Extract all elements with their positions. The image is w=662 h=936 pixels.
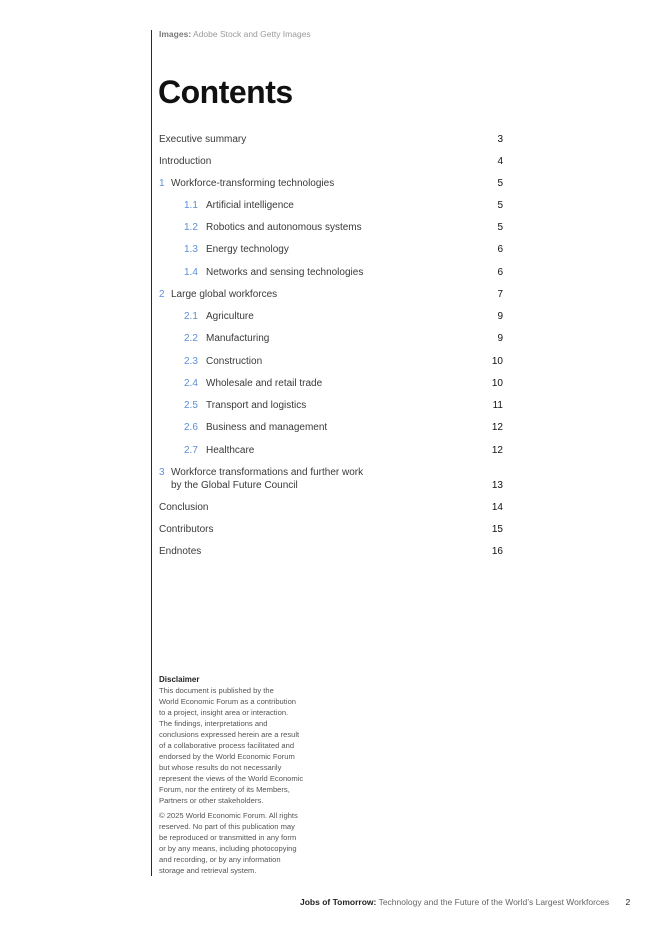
toc-entry-label-continued: by the Global Future Council — [171, 480, 298, 491]
disclaimer-paragraph-2 — [159, 810, 319, 876]
toc-entry-number: 3 — [159, 467, 165, 478]
toc-entry-number: 1.2 — [184, 222, 198, 233]
copyright-line: or by any means, including photocopying — [159, 844, 297, 853]
toc-entry-section-1-4[interactable] — [184, 266, 503, 279]
toc-entry-number: 2.4 — [184, 378, 198, 389]
toc-entry-label: Healthcare — [206, 445, 255, 456]
toc-entry-page: 16 — [491, 546, 503, 557]
footer-report-title: Technology and the Future of the World’s Largest Workforces — [378, 897, 610, 907]
toc-entry-section-2-7[interactable] — [184, 444, 503, 457]
toc-entry-label: Contributors — [159, 524, 214, 535]
disclaimer-line: conclusions expressed herein are a result — [159, 730, 300, 739]
toc-entry-label: Robotics and autonomous systems — [206, 222, 362, 233]
disclaimer-line: to a project, insight area or interaction. — [159, 708, 289, 717]
copyright-line: reserved. No part of this publication may — [159, 822, 295, 831]
toc-entry-label: Business and management — [206, 422, 328, 433]
toc-entry-number: 2.2 — [184, 333, 198, 344]
toc-entry-number: 2.6 — [184, 422, 198, 433]
toc-entry-label: Transport and logistics — [206, 400, 307, 411]
copyright-line: © 2025 World Economic Forum. All rights — [159, 811, 298, 820]
toc-entry-section-2-2[interactable] — [184, 332, 503, 345]
toc-entry-number: 1.1 — [184, 200, 198, 211]
disclaimer-title: Disclaimer — [159, 675, 200, 684]
disclaimer-line: The findings, interpretations and — [159, 719, 268, 728]
image-credits — [159, 29, 311, 39]
toc-entry-page: 12 — [491, 422, 503, 433]
disclaimer-paragraph-1 — [159, 685, 319, 806]
toc-entry-label: Energy technology — [206, 244, 289, 255]
toc-entry-section-1-3[interactable] — [184, 243, 503, 256]
disclaimer — [159, 674, 319, 876]
toc-entry-number: 1 — [159, 178, 165, 189]
toc-entry-label: Wholesale and retail trade — [206, 378, 323, 389]
toc-entry-page: 11 — [492, 400, 503, 411]
toc-entry-executive-summary[interactable] — [159, 133, 503, 146]
toc-entry-page: 9 — [497, 333, 503, 344]
toc-entry-introduction[interactable] — [159, 155, 503, 168]
image-credits-text: Adobe Stock and Getty Images — [193, 29, 311, 39]
toc-entry-page: 14 — [491, 502, 503, 513]
toc-entry-label: Conclusion — [159, 502, 209, 513]
toc-entry-page: 6 — [497, 244, 503, 255]
toc-entry-page: 10 — [491, 378, 503, 389]
toc-entry-label: Endnotes — [159, 546, 202, 557]
margin-rule — [151, 30, 152, 876]
image-credits-label: Images: — [159, 29, 192, 39]
disclaimer-line: World Economic Forum as a contribution — [159, 697, 297, 706]
toc-entry-label: Construction — [206, 356, 263, 367]
toc-entry-label: Introduction — [159, 156, 212, 167]
copyright-line: and recording, or by any information — [159, 855, 281, 864]
toc-entry-label: Large global workforces — [171, 289, 278, 300]
toc-entry-number: 2.5 — [184, 400, 198, 411]
toc-entry-conclusion[interactable] — [159, 501, 503, 514]
toc-entry-label: Networks and sensing technologies — [206, 267, 364, 278]
copyright-line: storage and retrieval system. — [159, 866, 257, 875]
toc-entry-section-2-3[interactable] — [184, 355, 503, 368]
toc-entry-number: 1.4 — [184, 267, 198, 278]
toc-entry-page: 5 — [497, 200, 503, 211]
toc-entry-number: 2.3 — [184, 356, 198, 367]
toc-entry-contributors[interactable] — [159, 523, 503, 536]
toc-entry-number: 2.1 — [184, 311, 198, 322]
toc-entry-section-1-1[interactable] — [184, 199, 503, 212]
toc-entry-section-1[interactable] — [159, 177, 503, 190]
page-title: Contents — [158, 74, 293, 110]
toc-entry-label: Manufacturing — [206, 333, 270, 344]
toc-entry-page: 3 — [497, 134, 503, 145]
toc-entry-section-2-1[interactable] — [184, 310, 503, 323]
toc-entry-section-2-5[interactable] — [184, 399, 503, 412]
toc-entry-number: 1.3 — [184, 244, 198, 255]
toc-entry-section-1-2[interactable] — [184, 221, 503, 234]
disclaimer-line: endorsed by the World Economic Forum — [159, 752, 295, 761]
toc-entry-label: Executive summary — [159, 134, 247, 145]
disclaimer-line: represent the views of the World Economic — [159, 774, 304, 783]
toc-entry-page: 15 — [491, 524, 503, 535]
toc-entry-page: 4 — [497, 156, 503, 167]
disclaimer-line: This document is published by the — [159, 686, 274, 695]
toc-entry-number: 2.7 — [184, 445, 198, 456]
toc-entry-section-2-6[interactable] — [184, 421, 503, 434]
page-number: 2 — [625, 897, 631, 907]
toc-entry-page: 5 — [497, 178, 503, 189]
page-footer — [300, 897, 631, 907]
toc-entry-page: 6 — [497, 267, 503, 278]
toc-entry-label: Agriculture — [206, 311, 254, 322]
disclaimer-line: Forum, nor the entirety of its Members, — [159, 785, 290, 794]
toc-entry-section-3[interactable] — [159, 466, 503, 492]
toc-entry-page: 10 — [491, 356, 503, 367]
toc-entry-page: 7 — [497, 289, 503, 300]
toc-entry-page: 13 — [491, 480, 503, 491]
toc-entry-page: 5 — [497, 222, 503, 233]
toc-entry-page: 9 — [497, 311, 503, 322]
footer-report-label: Jobs of Tomorrow: — [300, 897, 377, 907]
toc-entry-endnotes[interactable] — [159, 545, 503, 558]
toc-entry-label: Workforce transformations and further work — [171, 467, 364, 478]
toc-entry-section-2[interactable] — [159, 288, 503, 301]
disclaimer-line: of a collaborative process facilitated and — [159, 741, 295, 750]
disclaimer-line: Partners or other stakeholders. — [159, 796, 264, 805]
copyright-line: be reproduced or transmitted in any form — [159, 833, 297, 842]
toc-entry-number: 2 — [159, 289, 165, 300]
disclaimer-line: but whose results do not necessarily — [159, 763, 282, 772]
toc-entry-label: Workforce-transforming technologies — [171, 178, 335, 189]
toc-entry-page: 12 — [491, 445, 503, 456]
toc-entry-section-2-4[interactable] — [184, 377, 503, 390]
toc-entry-label: Artificial intelligence — [206, 200, 294, 211]
